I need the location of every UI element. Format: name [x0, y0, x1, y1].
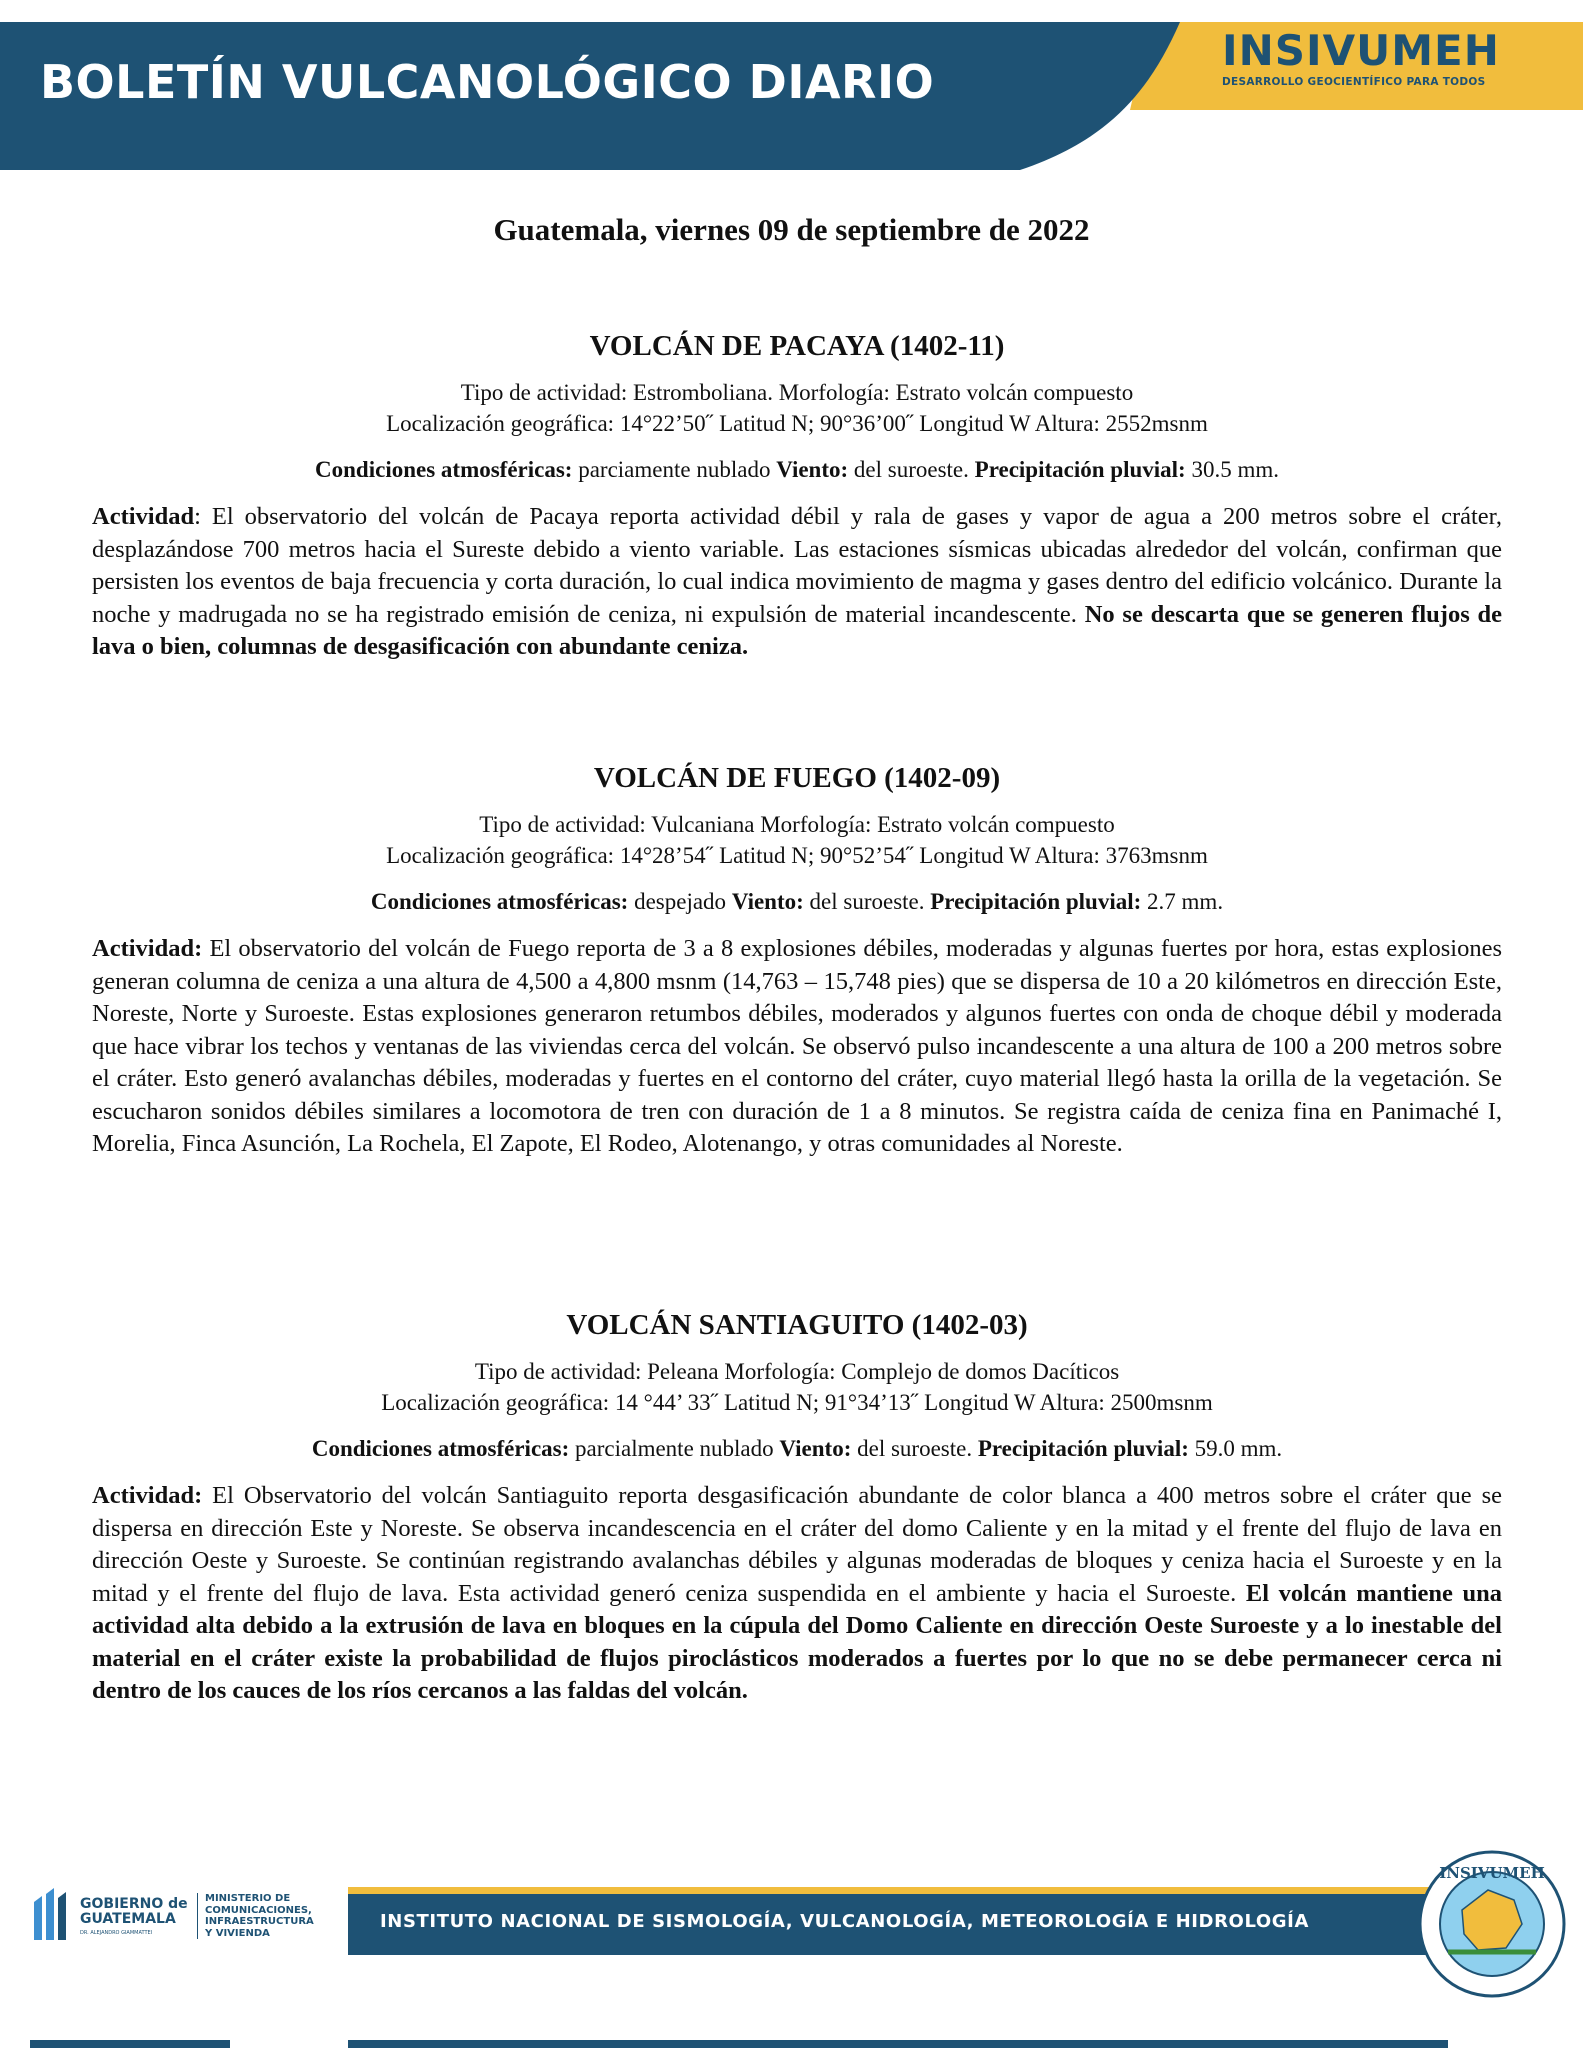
institute-bar-accent — [348, 1887, 1448, 1894]
conditions-line — [92, 886, 1502, 917]
rain-label: Precipitación pluvial: — [974, 457, 1186, 482]
rain-label: Precipitación pluvial: — [930, 889, 1142, 914]
activity-text: El observatorio del volcán de Fuego reporta de 3 a 8 explosiones débiles, moderadas y algunas fuertes por hora, estas explosiones generan columna de ceniza a una altura de 4,500 a 4,800 msnm (14,763 – 15,748 pies) que se dispersa de 10 a 20 kilómetros en dirección Este, Noreste, Norte y Suroeste. Estas explosiones generaron retumbos débiles, moderados y algunos fuertes con onda de choque débil y moderada que hace vibrar los techos y ventanas de las viviendas cerca del volcán. Se observó pulso incandescente a una altura de 100 a 200 metros sobre el cráter. Esto generó avalanchas débiles, moderadas y fuertes en el contorno del cráter, cuyo material llegó hasta la orilla de la vegetación. Se escucharon sonidos débiles similares a locomotora de tren con duración de 1 a 8 minutos. Se registra caída de ceniza fina en Panimaché I, Morelia, Finca Asunción, La Rochela, El Zapote, El Rodeo, Alotenango, y otras comunidades al Noreste. — [92, 935, 1502, 1157]
location-line: Localización geográfica: 14 °44’ 33˝ Latitud N; 91°34’13˝ Longitud W Altura: 2500msnm — [381, 1390, 1213, 1415]
header-banner — [0, 0, 1583, 172]
wind-label: Viento: — [776, 457, 849, 482]
volcano-title: VOLCÁN DE FUEGO (1402-09) — [593, 762, 1001, 794]
rain-value: 30.5 mm. — [1185, 457, 1279, 482]
bulletin-date: Guatemala, viernes 09 de septiembre de 2022 — [493, 212, 1090, 247]
location-line: Localización geográfica: 14°22’50˝ Latitud N; 90°36’00˝ Longitud W Altura: 2552msnm — [386, 411, 1208, 436]
activity-paragraph — [92, 501, 1502, 664]
gov-sub-text: DR. ALEJANDRO GIAMMATTEI — [80, 1930, 153, 1936]
conditions-label: Condiciones atmosféricas: — [315, 457, 573, 482]
conditions-value: parciamente nublado — [572, 457, 777, 482]
rain-value: 2.7 mm. — [1141, 889, 1224, 914]
institute-name: INSTITUTO NACIONAL DE SISMOLOGÍA, VULCANOLOGÍA, METEOROLOGÍA E HIDROLOGÍA — [380, 1911, 1309, 1932]
brand-logo-text: INSIVUMEH — [1222, 26, 1500, 75]
conditions-value: despejado — [628, 889, 732, 914]
gov-name-line-1: GOBIERNO de — [80, 1896, 188, 1912]
conditions-line — [92, 454, 1502, 485]
volcano-section-fuego — [92, 762, 1502, 1161]
gov-flag-stripes-icon — [32, 1888, 72, 1942]
conditions-line — [92, 1433, 1502, 1464]
wind-label: Viento: — [731, 889, 804, 914]
wind-value: del suroeste. — [848, 457, 975, 482]
activity-label: Actividad: — [92, 1482, 203, 1509]
gov-divider — [197, 1893, 198, 1939]
bulletin-title: BOLETÍN VULCANOLÓGICO DIARIO — [40, 55, 935, 109]
wind-value: del suroeste. — [851, 1436, 978, 1461]
rain-value: 59.0 mm. — [1188, 1436, 1283, 1461]
brand-tagline: DESARROLLO GEOCIENTÍFICO PARA TODOS — [1222, 76, 1486, 88]
activity-type-line: Tipo de actividad: Vulcaniana Morfología: Estrato volcán compuesto — [479, 812, 1115, 837]
insivumeh-seal-icon — [1418, 1850, 1566, 1998]
volcano-title: VOLCÁN SANTIAGUITO (1402-03) — [566, 1309, 1028, 1341]
bottom-edge-strip — [0, 2037, 1583, 2048]
conditions-value: parcialmente nublado — [569, 1436, 780, 1461]
volcano-title: VOLCÁN DE PACAYA (1402-11) — [589, 330, 1005, 362]
gov-name-line-2: GUATEMALA — [80, 1911, 176, 1927]
activity-label: Actividad — [92, 503, 195, 530]
rain-label: Precipitación pluvial: — [977, 1436, 1189, 1461]
gov-logo-text — [80, 1897, 188, 1927]
activity-type-line: Tipo de actividad: Estromboliana. Morfología: Estrato volcán compuesto — [460, 380, 1134, 405]
activity-paragraph — [92, 1480, 1502, 1708]
volcano-section-pacaya — [92, 330, 1502, 664]
wind-value: del suroeste. — [803, 889, 931, 914]
ministry-name: MINISTERIO DE COMUNICACIONES, INFRAESTRUCTURA Y VIVIENDA — [205, 1893, 314, 1939]
footer — [0, 1845, 1583, 2048]
activity-paragraph — [92, 933, 1502, 1161]
conditions-label: Condiciones atmosféricas: — [370, 889, 629, 914]
activity-label: Actividad: — [92, 935, 203, 962]
seal-text: INSIVUMEH — [1439, 1864, 1545, 1882]
wind-label: Viento: — [779, 1436, 852, 1461]
activity-warning: No se descarta que se generen flujos de lava o bien, columnas de desgasificación con abundante ceniza. — [92, 600, 1503, 660]
conditions-label: Condiciones atmosféricas: — [311, 1436, 570, 1461]
activity-warning: El volcán mantiene una actividad alta debido a la extrusión de lava en bloques en la cúpula del Domo Caliente en dirección Oeste Suroeste y a lo inestable del material en el cráter existe la probabilidad de flujos piroclásticos moderados a fuertes por lo que no se debe permanecer cerca ni dentro de los cauces de los ríos cercanos a las faldas del volcán. — [92, 1579, 1502, 1704]
volcano-section-santiaguito — [92, 1309, 1502, 1708]
location-line: Localización geográfica: 14°28’54˝ Latitud N; 90°52’54˝ Longitud W Altura: 3763msnm — [386, 843, 1208, 868]
activity-text: : El observatorio del volcán de Pacaya reporta actividad débil y rala de gases y vapor de agua a 200 metros sobre el cráter, desplazándose 700 metros hacia el Sureste debido a viento variable. Las estaciones sísmicas ubicadas alrededor del volcán, confirman que persisten los eventos de baja frecuencia y corta duración, lo cual indica movimiento de magma y gases dentro del edificio volcánico. Durante la noche y madrugada no se ha registrado emisión de ceniza, ni expulsión de material incandescente. — [92, 503, 1502, 628]
activity-text: El Observatorio del volcán Santiaguito reporta desgasificación abundante de color blanca a 400 metros sobre el cráter que se dispersa en dirección Este y Noreste. Se observa incandescencia en el cráter del domo Caliente y en la mitad y el frente del flujo de lava en dirección Oeste y Suroeste. Se continúan registrando avalanchas débiles y algunas moderadas de bloques y ceniza hacia el Suroeste y en la mitad y el frente del flujo de lava. Esta actividad generó ceniza suspendida en el ambiente y hacia el Suroeste. — [92, 1482, 1502, 1607]
activity-type-line: Tipo de actividad: Peleana Morfología: Complejo de domos Dacíticos — [474, 1359, 1120, 1384]
